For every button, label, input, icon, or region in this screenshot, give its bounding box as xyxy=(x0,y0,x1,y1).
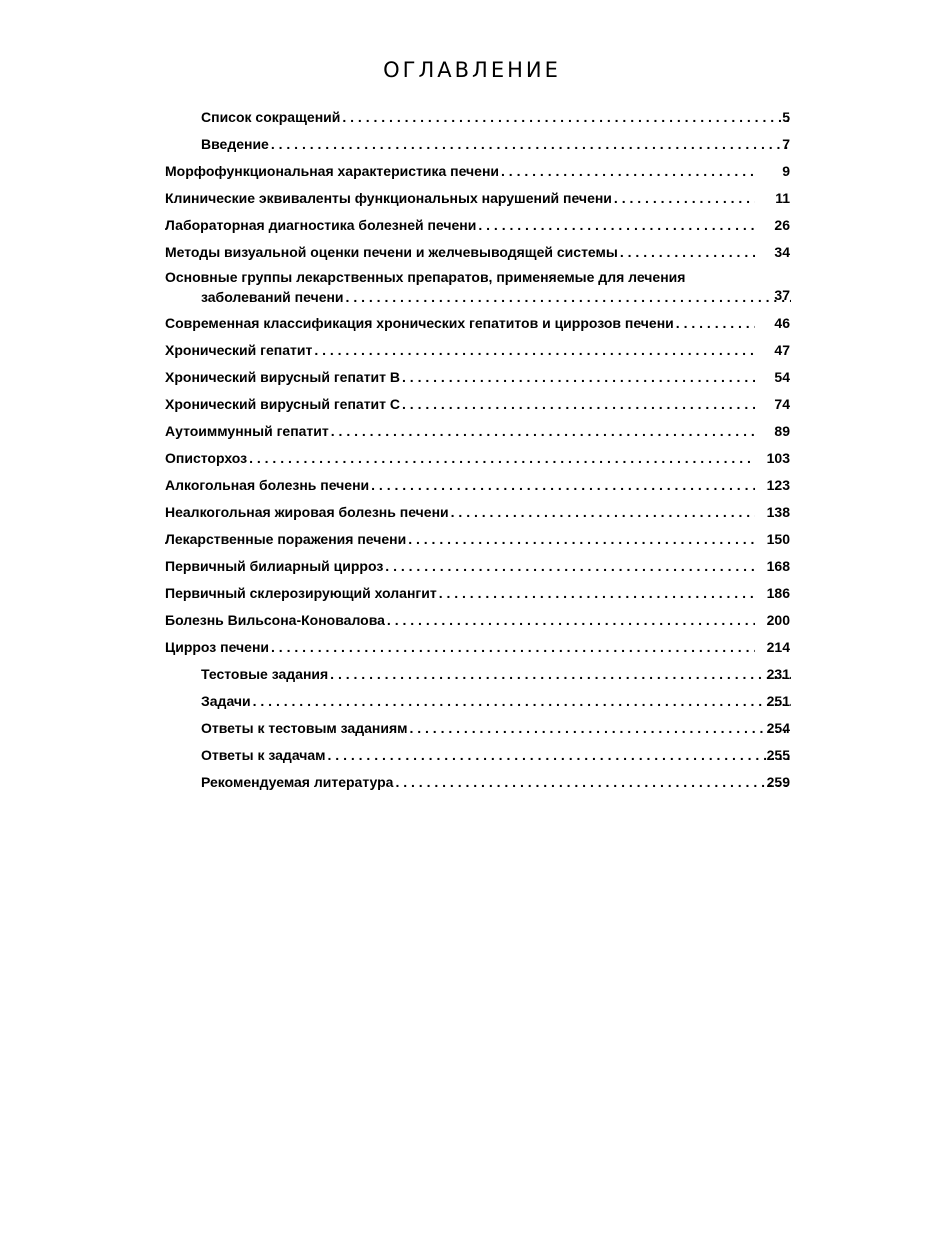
toc-entry xyxy=(165,769,790,796)
leader-dots xyxy=(409,715,791,742)
toc-entry-page: 46 xyxy=(774,315,790,331)
toc-entry-label: заболеваний печени xyxy=(201,289,344,305)
toc-entry-page: 255 xyxy=(766,747,790,763)
toc-entry-page: 54 xyxy=(774,369,790,385)
toc-entry-page: 7 xyxy=(782,136,790,152)
toc-entry-label: Цирроз печени xyxy=(165,639,270,655)
leader-dots xyxy=(342,104,791,131)
toc-title: ОГЛАВЛЕНИЕ xyxy=(383,58,561,82)
toc-entry-page: 37 xyxy=(774,287,790,303)
toc-entry-page: 186 xyxy=(766,585,790,601)
toc-entry xyxy=(165,445,790,472)
toc-entry-page: 9 xyxy=(782,163,790,179)
toc-entry-page: 11 xyxy=(775,190,790,206)
table-of-contents xyxy=(165,104,790,796)
toc-entry xyxy=(165,104,790,131)
toc-entry-label: Хронический вирусный гепатит С xyxy=(165,396,401,412)
toc-entry-label: Аутоиммунный гепатит xyxy=(165,423,329,439)
toc-entry-label: Методы визуальной оценки печени и желчевыводящей системы xyxy=(165,244,618,260)
toc-entry xyxy=(165,526,790,553)
toc-entry xyxy=(165,212,790,239)
toc-entry-page: 47 xyxy=(774,342,790,358)
toc-entry-label: Ответы к задачам xyxy=(201,747,326,763)
leader-dots xyxy=(253,688,791,715)
leader-dots xyxy=(249,445,755,472)
toc-entry xyxy=(165,185,790,212)
toc-entry-page: 259 xyxy=(766,774,790,790)
toc-entry xyxy=(165,715,790,742)
toc-entry xyxy=(165,131,790,158)
toc-entry-label: Описторхоз xyxy=(165,450,248,466)
leader-dots xyxy=(387,607,755,634)
toc-entry xyxy=(165,158,790,185)
leader-dots xyxy=(385,553,755,580)
toc-entry xyxy=(165,310,790,337)
toc-entry-page: 251 xyxy=(766,693,790,709)
toc-entry xyxy=(165,634,790,661)
toc-entry-page: 200 xyxy=(766,612,790,628)
toc-entry xyxy=(165,239,790,266)
toc-entry xyxy=(165,472,790,499)
leader-dots xyxy=(501,158,755,185)
leader-dots xyxy=(395,769,791,796)
toc-entry xyxy=(165,742,790,769)
toc-entry-page: 138 xyxy=(766,504,790,520)
leader-dots xyxy=(371,472,755,499)
toc-entry xyxy=(165,553,790,580)
toc-entry-label: Список сокращений xyxy=(201,109,341,125)
toc-entry-page: 26 xyxy=(774,217,790,233)
toc-entry-page: 150 xyxy=(766,531,790,547)
leader-dots xyxy=(620,239,755,266)
toc-entry xyxy=(165,391,790,418)
leader-dots xyxy=(676,310,755,337)
toc-entry-label: Введение xyxy=(201,136,269,152)
toc-entry-page: 5 xyxy=(782,109,790,125)
toc-entry-page: 34 xyxy=(774,244,790,260)
leader-dots xyxy=(330,661,791,688)
toc-entry-page: 168 xyxy=(766,558,790,574)
leader-dots xyxy=(439,580,755,607)
toc-entry xyxy=(165,499,790,526)
toc-entry-label: Первичный билиарный цирроз xyxy=(165,558,384,574)
toc-entry-label: Рекомендуемая литература xyxy=(201,774,394,790)
toc-entry xyxy=(165,580,790,607)
toc-entry-label: Лабораторная диагностика болезней печени xyxy=(165,217,477,233)
leader-dots xyxy=(402,391,755,418)
toc-entry-page: 231 xyxy=(766,666,790,682)
leader-dots xyxy=(271,131,791,158)
toc-entry xyxy=(165,688,790,715)
toc-entry-page: 74 xyxy=(774,396,790,412)
leader-dots xyxy=(331,418,755,445)
toc-entry-page: 214 xyxy=(766,639,790,655)
toc-entry xyxy=(165,418,790,445)
leader-dots xyxy=(328,742,791,769)
toc-entry-page: 123 xyxy=(766,477,790,493)
toc-entry-label: Тестовые задания xyxy=(201,666,329,682)
toc-entry xyxy=(165,337,790,364)
toc-entry-label: Клинические эквиваленты функциональных нарушений печени xyxy=(165,190,612,206)
toc-entry-page: 254 xyxy=(766,720,790,736)
leader-dots xyxy=(314,337,755,364)
toc-entry-label: Современная классификация хронических гепатитов и циррозов печени xyxy=(165,315,674,331)
toc-entry-label: Болезнь Вильсона-Коновалова xyxy=(165,612,385,628)
toc-entry-label: Первичный склерозирующий холангит xyxy=(165,585,437,601)
leader-dots xyxy=(478,212,755,239)
toc-entry-label-line1: Основные группы лекарственных препаратов, применяемые для лечения xyxy=(165,269,686,285)
toc-entry-label: Хронический гепатит xyxy=(165,342,313,358)
toc-entry-label: Задачи xyxy=(201,693,251,709)
toc-entry-label: Морфофункциональная характеристика печени xyxy=(165,163,500,179)
toc-entry xyxy=(165,661,790,688)
toc-entry-page: 89 xyxy=(774,423,790,439)
leader-dots xyxy=(271,634,755,661)
leader-dots xyxy=(614,185,755,212)
toc-entry-label: Лекарственные поражения печени xyxy=(165,531,407,547)
leader-dots xyxy=(451,499,755,526)
toc-entry-label: Алкогольная болезнь печени xyxy=(165,477,370,493)
toc-entry-label: Хронический вирусный гепатит В xyxy=(165,369,401,385)
toc-entry-page: 103 xyxy=(766,450,790,466)
toc-entry xyxy=(165,266,790,310)
leader-dots xyxy=(346,286,791,308)
toc-entry xyxy=(165,607,790,634)
leader-dots xyxy=(408,526,755,553)
toc-entry-label: Ответы к тестовым заданиям xyxy=(201,720,408,736)
toc-entry-label: Неалкогольная жировая болезнь печени xyxy=(165,504,449,520)
leader-dots xyxy=(402,364,755,391)
toc-entry xyxy=(165,364,790,391)
